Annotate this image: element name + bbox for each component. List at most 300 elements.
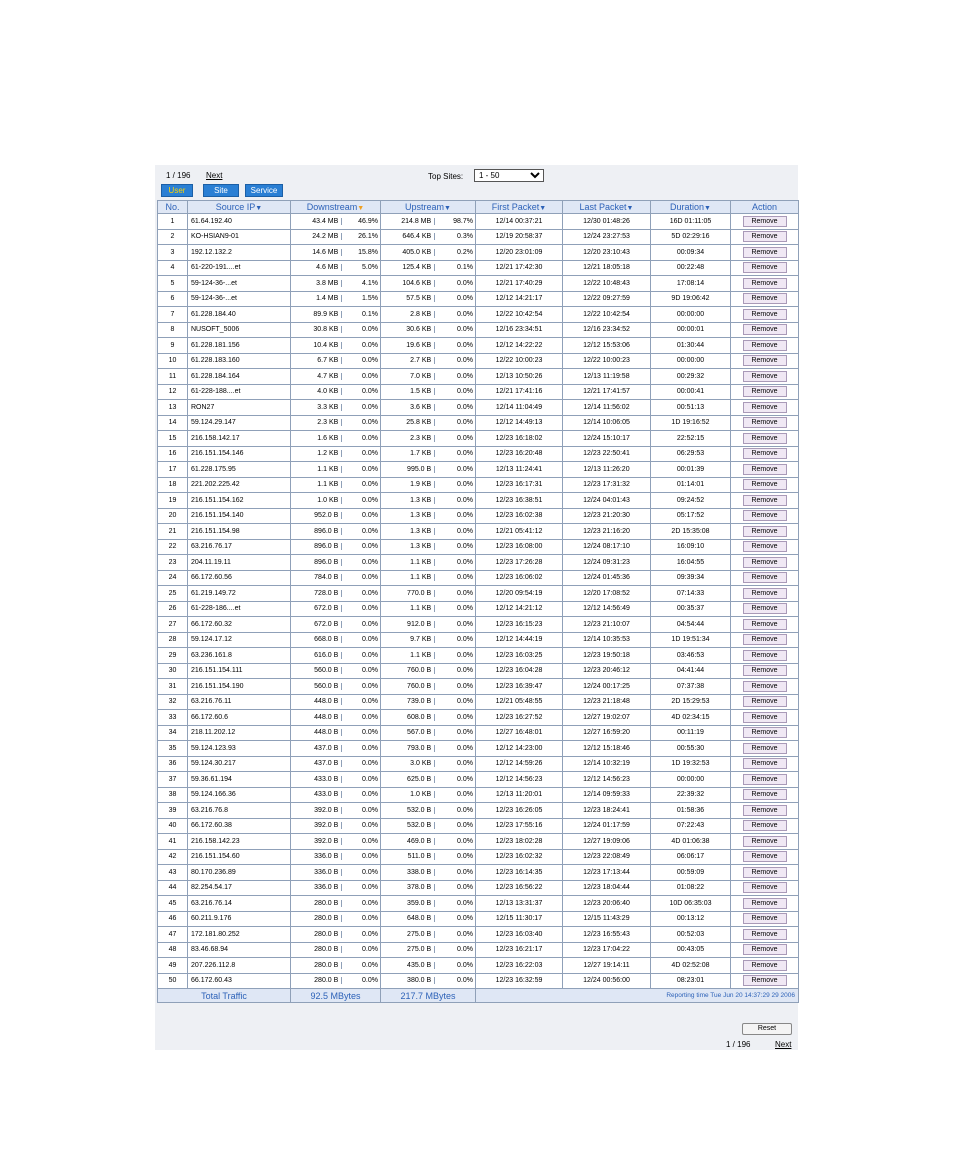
cell-upstream-pct: 0.0% [457, 915, 473, 923]
cell-no: 30 [158, 663, 188, 679]
cell-action [731, 896, 799, 912]
table-row [158, 834, 799, 850]
cell-downstream-pct: 15.8% [358, 248, 378, 256]
remove-button[interactable]: Remove [743, 216, 787, 227]
cell-downstream-value: 672.0 B [293, 605, 342, 612]
table-row [158, 617, 799, 633]
cell-duration: 04:41:44 [651, 663, 731, 679]
remove-button[interactable]: Remove [743, 371, 787, 382]
cell-duration: 07:22:43 [651, 818, 731, 834]
cell-downstream [291, 648, 381, 664]
cell-downstream [291, 400, 381, 416]
cell-action [731, 586, 799, 602]
cell-no: 42 [158, 849, 188, 865]
tab-service[interactable]: Service [245, 184, 283, 197]
cell-action [731, 369, 799, 385]
cell-no: 35 [158, 741, 188, 757]
cell-downstream-pct: 0.0% [362, 791, 378, 799]
table-row [158, 601, 799, 617]
cell-upstream [381, 260, 476, 276]
cell-duration: 1D 19:16:52 [651, 415, 731, 431]
cell-upstream-value: 760.0 B [383, 683, 435, 690]
cell-downstream-value: 784.0 B [293, 574, 342, 581]
cell-upstream-pct: 0.0% [457, 651, 473, 659]
cell-downstream [291, 694, 381, 710]
cell-upstream-pct: 0.0% [457, 512, 473, 520]
col-action: Action [731, 201, 799, 214]
cell-upstream-value: 125.4 KB [383, 264, 435, 271]
cell-first-packet: 12/23 16:04:28 [476, 663, 563, 679]
remove-button[interactable]: Remove [743, 913, 787, 924]
remove-button[interactable]: Remove [743, 774, 787, 785]
cell-downstream [291, 555, 381, 571]
remove-button[interactable]: Remove [743, 293, 787, 304]
cell-source-ip: 61.64.192.40 [188, 214, 291, 230]
cell-upstream-value: 1.1 KB [383, 574, 435, 581]
table-row [158, 446, 799, 462]
cell-action [731, 973, 799, 989]
cell-downstream-pct: 0.0% [362, 744, 378, 752]
remove-button[interactable]: Remove [743, 526, 787, 537]
cell-upstream-pct: 0.0% [457, 775, 473, 783]
cell-action [731, 865, 799, 881]
table-row [158, 648, 799, 664]
cell-upstream-pct: 0.0% [457, 853, 473, 861]
cell-downstream-value: 448.0 B [293, 698, 342, 705]
cell-duration: 22:39:32 [651, 787, 731, 803]
cell-downstream [291, 508, 381, 524]
cell-source-ip: 80.170.236.89 [188, 865, 291, 881]
cell-upstream [381, 369, 476, 385]
cell-duration: 4D 02:52:08 [651, 958, 731, 974]
remove-button[interactable]: Remove [743, 572, 787, 583]
cell-no: 25 [158, 586, 188, 602]
cell-no: 15 [158, 431, 188, 447]
cell-upstream-value: 646.4 KB [383, 233, 435, 240]
remove-button[interactable]: Remove [743, 681, 787, 692]
cell-downstream-value: 392.0 B [293, 838, 342, 845]
cell-upstream-value: 435.0 B [383, 962, 435, 969]
cell-upstream-value: 275.0 B [383, 946, 435, 953]
cell-action [731, 927, 799, 943]
cell-downstream-value: 433.0 B [293, 791, 342, 798]
cell-upstream [381, 865, 476, 881]
cell-upstream [381, 291, 476, 307]
cell-action [731, 353, 799, 369]
cell-upstream-pct: 0.0% [457, 899, 473, 907]
cell-no: 22 [158, 539, 188, 555]
cell-duration: 00:13:12 [651, 911, 731, 927]
cell-downstream-value: 336.0 B [293, 869, 342, 876]
table-row [158, 539, 799, 555]
cell-source-ip: 66.172.60.43 [188, 973, 291, 989]
cell-downstream [291, 446, 381, 462]
cell-upstream-pct: 0.3% [457, 233, 473, 241]
remove-button[interactable]: Remove [743, 712, 787, 723]
remove-button[interactable]: Remove [743, 386, 787, 397]
cell-duration: 01:30:44 [651, 338, 731, 354]
remove-button[interactable]: Remove [743, 929, 787, 940]
cell-first-packet: 12/23 16:14:35 [476, 865, 563, 881]
remove-button[interactable]: Remove [743, 805, 787, 816]
pager-next-link-bottom[interactable]: Next [775, 1040, 792, 1049]
cell-upstream-pct: 0.0% [457, 372, 473, 380]
remove-button[interactable]: Remove [743, 789, 787, 800]
remove-button[interactable]: Remove [743, 355, 787, 366]
cell-source-ip: 59.36.61.194 [188, 772, 291, 788]
remove-button[interactable]: Remove [743, 836, 787, 847]
cell-no: 12 [158, 384, 188, 400]
cell-action [731, 539, 799, 555]
remove-button[interactable]: Remove [743, 975, 787, 986]
cell-upstream-value: 793.0 B [383, 745, 435, 752]
cell-upstream [381, 896, 476, 912]
cell-downstream-pct: 0.0% [362, 341, 378, 349]
remove-button[interactable]: Remove [743, 882, 787, 893]
cell-upstream-value: 25.8 KB [383, 419, 435, 426]
table-row [158, 849, 799, 865]
cell-last-packet: 12/24 09:31:23 [563, 555, 651, 571]
cell-upstream-value: 912.0 B [383, 621, 435, 628]
cell-last-packet: 12/24 23:27:53 [563, 229, 651, 245]
cell-upstream-pct: 0.0% [457, 977, 473, 985]
cell-downstream-value: 437.0 B [293, 745, 342, 752]
cell-first-packet: 12/21 17:42:30 [476, 260, 563, 276]
col-duration[interactable]: Duration▼ [651, 201, 731, 214]
cell-duration: 4D 02:34:15 [651, 710, 731, 726]
cell-downstream-pct: 0.0% [362, 326, 378, 334]
cell-action [731, 880, 799, 896]
table-row [158, 276, 799, 292]
cell-upstream-pct: 0.0% [457, 465, 473, 473]
cell-downstream-pct: 0.0% [362, 729, 378, 737]
cell-source-ip: 216.151.154.190 [188, 679, 291, 695]
tab-site[interactable]: Site [203, 184, 239, 197]
remove-button[interactable]: Remove [743, 944, 787, 955]
cell-first-packet: 12/13 11:24:41 [476, 462, 563, 478]
cell-source-ip: 83.46.68.94 [188, 942, 291, 958]
cell-upstream [381, 384, 476, 400]
cell-downstream-value: 1.1 KB [293, 481, 342, 488]
cell-duration: 04:54:44 [651, 617, 731, 633]
cell-downstream-value: 336.0 B [293, 853, 342, 860]
cell-source-ip: 218.11.202.12 [188, 725, 291, 741]
cell-downstream [291, 741, 381, 757]
cell-downstream-pct: 0.0% [362, 946, 378, 954]
remove-button[interactable]: Remove [743, 324, 787, 335]
cell-downstream-value: 280.0 B [293, 915, 342, 922]
cell-first-packet: 12/13 13:31:37 [476, 896, 563, 912]
cell-last-packet: 12/13 11:19:58 [563, 369, 651, 385]
top-sites-select[interactable] [474, 169, 544, 182]
cell-upstream [381, 725, 476, 741]
cell-downstream-pct: 0.0% [362, 713, 378, 721]
cell-no: 48 [158, 942, 188, 958]
remove-button[interactable]: Remove [743, 402, 787, 413]
cell-downstream-pct: 46.9% [358, 217, 378, 225]
remove-button[interactable]: Remove [743, 340, 787, 351]
cell-upstream-value: 1.3 KB [383, 512, 435, 519]
cell-downstream-pct: 0.0% [362, 899, 378, 907]
col-first-packet[interactable]: First Packet▼ [476, 201, 563, 214]
cell-upstream-pct: 0.0% [457, 806, 473, 814]
cell-no: 26 [158, 601, 188, 617]
cell-upstream-pct: 0.0% [457, 419, 473, 427]
cell-duration: 03:46:53 [651, 648, 731, 664]
remove-button[interactable]: Remove [743, 495, 787, 506]
cell-upstream-pct: 0.0% [457, 961, 473, 969]
cell-action [731, 679, 799, 695]
remove-button[interactable]: Remove [743, 758, 787, 769]
cell-downstream-value: 280.0 B [293, 931, 342, 938]
table-row [158, 803, 799, 819]
cell-duration: 16:09:10 [651, 539, 731, 555]
cell-action [731, 493, 799, 509]
cell-last-packet: 12/22 10:00:23 [563, 353, 651, 369]
remove-button[interactable]: Remove [743, 557, 787, 568]
col-upstream[interactable]: Upstream▼ [381, 201, 476, 214]
cell-no: 34 [158, 725, 188, 741]
cell-downstream [291, 415, 381, 431]
cell-downstream [291, 787, 381, 803]
cell-action [731, 710, 799, 726]
remove-button[interactable]: Remove [743, 851, 787, 862]
cell-duration: 5D 02:29:16 [651, 229, 731, 245]
cell-source-ip: 59.124.123.93 [188, 741, 291, 757]
cell-upstream-pct: 0.0% [457, 589, 473, 597]
cell-upstream-value: 2.3 KB [383, 435, 435, 442]
pager-next-link[interactable]: Next [206, 171, 223, 180]
cell-downstream-value: 952.0 B [293, 512, 342, 519]
remove-button[interactable]: Remove [743, 665, 787, 676]
remove-button[interactable]: Remove [743, 464, 787, 475]
cell-upstream-pct: 0.0% [457, 744, 473, 752]
remove-button[interactable]: Remove [743, 898, 787, 909]
cell-upstream [381, 493, 476, 509]
cell-upstream [381, 446, 476, 462]
cell-upstream [381, 694, 476, 710]
cell-first-packet: 12/12 14:22:22 [476, 338, 563, 354]
table-row [158, 338, 799, 354]
remove-button[interactable]: Remove [743, 820, 787, 831]
cell-source-ip: 216.151.154.140 [188, 508, 291, 524]
cell-upstream [381, 601, 476, 617]
cell-downstream-pct: 0.0% [362, 806, 378, 814]
col-no: No. [158, 201, 188, 214]
cell-source-ip: 63.216.76.17 [188, 539, 291, 555]
cell-upstream-value: 648.0 B [383, 915, 435, 922]
remove-button[interactable]: Remove [743, 278, 787, 289]
cell-no: 29 [158, 648, 188, 664]
cell-duration: 16D 01:11:05 [651, 214, 731, 230]
remove-button[interactable]: Remove [743, 417, 787, 428]
cell-upstream-pct: 0.0% [457, 698, 473, 706]
cell-upstream-value: 1.5 KB [383, 388, 435, 395]
cell-first-packet: 12/12 14:23:00 [476, 741, 563, 757]
reporting-time: Reporting time Tue Jun 20 14:37:29 29 2006 [476, 989, 799, 1003]
cell-source-ip: 82.254.54.17 [188, 880, 291, 896]
table-row [158, 245, 799, 261]
cell-duration: 06:29:53 [651, 446, 731, 462]
cell-upstream-value: 1.3 KB [383, 528, 435, 535]
cell-first-packet: 12/23 16:18:02 [476, 431, 563, 447]
cell-downstream-value: 448.0 B [293, 729, 342, 736]
cell-no: 41 [158, 834, 188, 850]
cell-duration: 00:35:37 [651, 601, 731, 617]
table-row [158, 260, 799, 276]
cell-upstream-pct: 0.0% [457, 434, 473, 442]
remove-button[interactable]: Remove [743, 262, 787, 273]
cell-downstream-pct: 0.0% [362, 496, 378, 504]
cell-source-ip: RON27 [188, 400, 291, 416]
cell-upstream [381, 679, 476, 695]
cell-downstream [291, 818, 381, 834]
cell-no: 13 [158, 400, 188, 416]
cell-downstream-pct: 0.0% [362, 868, 378, 876]
table-row [158, 291, 799, 307]
cell-downstream [291, 431, 381, 447]
remove-button[interactable]: Remove [743, 479, 787, 490]
cell-last-packet: 12/20 17:08:52 [563, 586, 651, 602]
remove-button[interactable]: Remove [743, 448, 787, 459]
cell-no: 32 [158, 694, 188, 710]
remove-button[interactable]: Remove [743, 867, 787, 878]
cell-duration: 2D 15:35:08 [651, 524, 731, 540]
cell-last-packet: 12/20 23:10:43 [563, 245, 651, 261]
cell-action [731, 446, 799, 462]
cell-no: 21 [158, 524, 188, 540]
cell-first-packet: 12/23 16:39:47 [476, 679, 563, 695]
cell-first-packet: 12/23 17:26:28 [476, 555, 563, 571]
reset-button[interactable]: Reset [742, 1023, 792, 1035]
cell-duration: 9D 19:06:42 [651, 291, 731, 307]
cell-last-packet: 12/22 10:48:43 [563, 276, 651, 292]
cell-last-packet: 12/16 23:34:52 [563, 322, 651, 338]
cell-downstream [291, 586, 381, 602]
cell-last-packet: 12/24 01:45:36 [563, 570, 651, 586]
cell-downstream [291, 617, 381, 633]
remove-button[interactable]: Remove [743, 650, 787, 661]
cell-downstream [291, 710, 381, 726]
cell-last-packet: 12/24 01:17:59 [563, 818, 651, 834]
cell-downstream-value: 14.6 MB [293, 249, 342, 256]
cell-downstream-pct: 26.1% [358, 233, 378, 241]
cell-no: 31 [158, 679, 188, 695]
table-row [158, 493, 799, 509]
remove-button[interactable]: Remove [743, 247, 787, 258]
col-source-ip[interactable]: Source IP▼ [188, 201, 291, 214]
cell-downstream [291, 973, 381, 989]
cell-first-packet: 12/21 05:48:55 [476, 694, 563, 710]
cell-action [731, 245, 799, 261]
cell-duration: 01:08:22 [651, 880, 731, 896]
remove-button[interactable]: Remove [743, 696, 787, 707]
cell-last-packet: 12/12 14:56:23 [563, 772, 651, 788]
cell-action [731, 741, 799, 757]
remove-button[interactable]: Remove [743, 309, 787, 320]
sort-down-arrow-icon: ▼ [444, 205, 451, 212]
cell-source-ip: 66.172.60.32 [188, 617, 291, 633]
cell-upstream-value: 1.0 KB [383, 791, 435, 798]
col-last-packet[interactable]: Last Packet▼ [563, 201, 651, 214]
cell-action [731, 694, 799, 710]
remove-button[interactable]: Remove [743, 960, 787, 971]
cell-upstream-pct: 0.0% [457, 543, 473, 551]
remove-button[interactable]: Remove [743, 603, 787, 614]
cell-downstream-pct: 0.0% [362, 574, 378, 582]
cell-downstream-pct: 0.0% [362, 543, 378, 551]
cell-upstream-value: 30.6 KB [383, 326, 435, 333]
cell-source-ip: 61.228.181.156 [188, 338, 291, 354]
pager-position: 1 / 196 [166, 171, 191, 180]
cell-no: 3 [158, 245, 188, 261]
cell-downstream-pct: 0.0% [362, 605, 378, 613]
cell-downstream [291, 958, 381, 974]
remove-button[interactable]: Remove [743, 588, 787, 599]
cell-action [731, 803, 799, 819]
remove-button[interactable]: Remove [743, 541, 787, 552]
cell-upstream-pct: 0.0% [457, 791, 473, 799]
cell-downstream-value: 728.0 B [293, 590, 342, 597]
cell-first-packet: 12/23 16:56:22 [476, 880, 563, 896]
tab-user[interactable]: User [161, 184, 193, 197]
table-row [158, 524, 799, 540]
cell-upstream-value: 1.7 KB [383, 450, 435, 457]
cell-action [731, 663, 799, 679]
cell-action [731, 849, 799, 865]
cell-source-ip: 216.151.154.162 [188, 493, 291, 509]
cell-first-packet: 12/12 14:49:13 [476, 415, 563, 431]
cell-source-ip: 61.228.184.40 [188, 307, 291, 323]
cell-duration: 00:01:39 [651, 462, 731, 478]
cell-upstream-value: 1.1 KB [383, 652, 435, 659]
remove-button[interactable]: Remove [743, 727, 787, 738]
sort-active-arrow-icon: ▼ [357, 205, 365, 212]
table-row [158, 694, 799, 710]
cell-upstream-pct: 98.7% [453, 217, 473, 225]
cell-downstream-value: 437.0 B [293, 760, 342, 767]
cell-action [731, 787, 799, 803]
cell-first-packet: 12/22 10:42:54 [476, 307, 563, 323]
cell-downstream [291, 927, 381, 943]
cell-downstream [291, 632, 381, 648]
cell-no: 47 [158, 927, 188, 943]
cell-upstream-pct: 0.0% [457, 884, 473, 892]
cell-action [731, 570, 799, 586]
remove-button[interactable]: Remove [743, 433, 787, 444]
cell-first-packet: 12/13 10:50:26 [476, 369, 563, 385]
cell-duration: 00:43:05 [651, 942, 731, 958]
cell-downstream-pct: 0.1% [362, 310, 378, 318]
table-row [158, 431, 799, 447]
remove-button[interactable]: Remove [743, 510, 787, 521]
cell-first-packet: 12/23 16:26:05 [476, 803, 563, 819]
col-downstream[interactable]: Downstream▼ [291, 201, 381, 214]
cell-upstream-value: 608.0 B [383, 714, 435, 721]
cell-downstream-pct: 0.0% [362, 403, 378, 411]
remove-button[interactable]: Remove [743, 634, 787, 645]
cell-last-packet: 12/24 00:56:00 [563, 973, 651, 989]
remove-button[interactable]: Remove [743, 231, 787, 242]
cell-downstream-value: 616.0 B [293, 652, 342, 659]
cell-upstream-pct: 0.0% [457, 326, 473, 334]
cell-downstream [291, 756, 381, 772]
table-row [158, 353, 799, 369]
remove-button[interactable]: Remove [743, 743, 787, 754]
cell-action [731, 276, 799, 292]
cell-upstream [381, 570, 476, 586]
remove-button[interactable]: Remove [743, 619, 787, 630]
